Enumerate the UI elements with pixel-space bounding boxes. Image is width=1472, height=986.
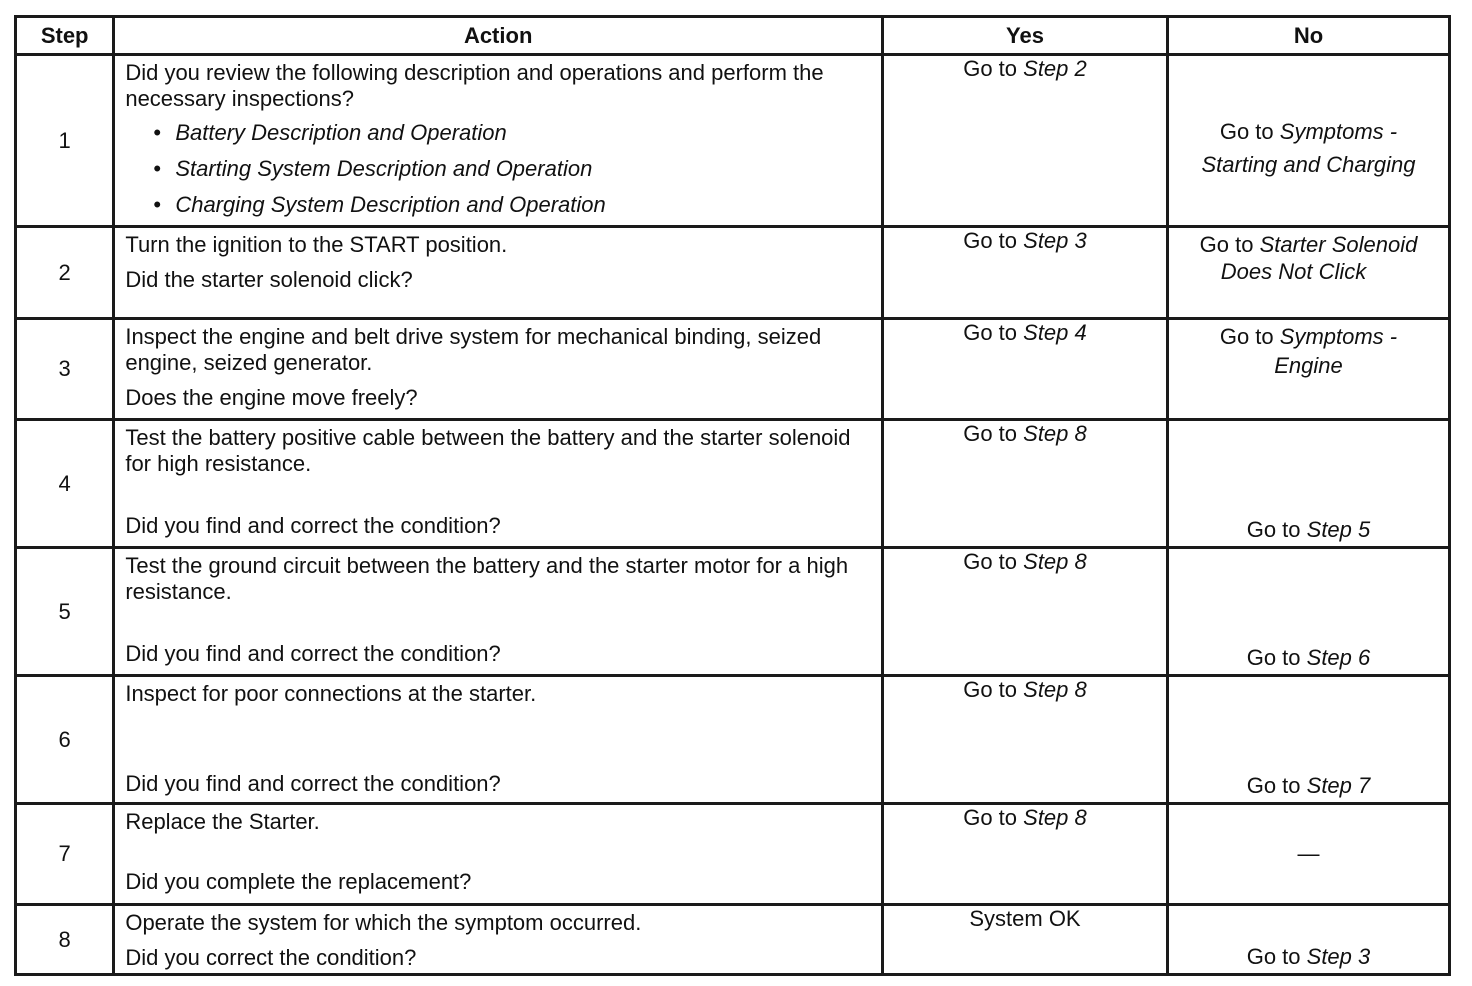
table-row xyxy=(16,227,1450,319)
no-prefix: Go to xyxy=(1246,645,1307,670)
table-row xyxy=(16,55,1450,227)
yes-cell xyxy=(883,676,1168,804)
yes-cell xyxy=(883,319,1168,420)
yes-prefix: Go to xyxy=(963,56,1024,81)
action-instruction: Inspect the engine and belt drive system for mechanical binding, seized engine, seized generator. xyxy=(125,324,822,375)
yes-prefix: Go to xyxy=(963,421,1024,446)
no-prefix: Go to xyxy=(1219,324,1280,349)
no-cell xyxy=(1167,55,1449,227)
yes-step-link: Step 8 xyxy=(1023,421,1087,446)
action-instruction: Operate the system for which the symptom occurred. xyxy=(125,910,642,935)
no-step-link: Step 3 xyxy=(1306,944,1371,969)
header-yes: Yes xyxy=(883,17,1168,55)
no-ref-link-2: Starting and Charging xyxy=(1201,152,1416,177)
table-row xyxy=(16,420,1450,548)
table-row xyxy=(16,905,1450,975)
yes-step-link: Step 4 xyxy=(1023,320,1087,345)
table-row xyxy=(16,676,1450,804)
action-instruction: Test the battery positive cable between the battery and the starter solenoid for high resistance. xyxy=(125,425,851,476)
header-no: No xyxy=(1167,17,1449,55)
no-ref-link: Starter Solenoid xyxy=(1259,232,1418,257)
yes-cell xyxy=(883,55,1168,227)
step-number: 3 xyxy=(16,319,114,420)
yes-step-link: Step 8 xyxy=(1023,677,1087,702)
yes-cell xyxy=(883,548,1168,676)
no-prefix: Go to xyxy=(1219,119,1280,144)
step-number: 4 xyxy=(16,420,114,548)
list-item: • Starting System Description and Operation xyxy=(175,156,871,182)
no-prefix: Go to xyxy=(1199,232,1260,257)
header-row xyxy=(16,17,1450,55)
no-cell xyxy=(1167,676,1449,804)
no-prefix: Go to xyxy=(1246,944,1307,969)
no-cell xyxy=(1167,548,1449,676)
table-row xyxy=(16,319,1450,420)
no-prefix: Go to xyxy=(1246,517,1307,542)
action-question: Did you find and correct the condition? xyxy=(125,513,501,538)
no-ref-link-2: Does Not Click xyxy=(1220,259,1367,284)
table-row xyxy=(16,804,1450,905)
no-cell xyxy=(1167,319,1449,420)
step-number: 8 xyxy=(16,905,114,975)
yes-step-link: Step 8 xyxy=(1023,805,1087,830)
action-instruction: Test the ground circuit between the battery and the starter motor for a high resistance. xyxy=(125,553,849,604)
action-question: Did you correct the condition? xyxy=(125,945,417,970)
no-step-link: Step 7 xyxy=(1306,773,1371,798)
action-cell xyxy=(114,420,883,548)
action-instruction: Replace the Starter. xyxy=(125,809,320,834)
action-question: Did the starter solenoid click? xyxy=(125,267,413,292)
yes-prefix: Go to xyxy=(963,805,1024,830)
diagnostic-table xyxy=(14,15,1451,976)
action-question: Did you find and correct the condition? xyxy=(125,771,501,796)
yes-step-link: Step 8 xyxy=(1023,549,1087,574)
no-cell xyxy=(1167,420,1449,548)
yes-cell xyxy=(883,804,1168,905)
yes-status: System OK xyxy=(969,906,1081,931)
header-action: Action xyxy=(114,17,883,55)
no-dash: — xyxy=(1297,841,1320,866)
yes-prefix: Go to xyxy=(963,320,1024,345)
action-cell xyxy=(114,804,883,905)
no-prefix: Go to xyxy=(1246,773,1307,798)
step-number: 7 xyxy=(16,804,114,905)
list-item: • Charging System Description and Operation xyxy=(175,192,871,218)
action-cell xyxy=(114,55,883,227)
action-question: Did you complete the replacement? xyxy=(125,869,472,894)
no-cell xyxy=(1167,227,1449,319)
step-number: 1 xyxy=(16,55,114,227)
yes-prefix: Go to xyxy=(963,677,1024,702)
action-cell xyxy=(114,905,883,975)
yes-prefix: Go to xyxy=(963,228,1024,253)
yes-cell xyxy=(883,420,1168,548)
action-question: Did you find and correct the condition? xyxy=(125,641,501,666)
step-number: 5 xyxy=(16,548,114,676)
yes-step-link: Step 3 xyxy=(1023,228,1087,253)
yes-prefix: Go to xyxy=(963,549,1024,574)
yes-cell xyxy=(883,227,1168,319)
no-ref-link: Symptoms - xyxy=(1279,119,1398,144)
action-cell xyxy=(114,676,883,804)
yes-step-link: Step 2 xyxy=(1023,56,1087,81)
no-ref-link-2: Engine xyxy=(1274,353,1343,378)
step-number: 2 xyxy=(16,227,114,319)
no-step-link: Step 5 xyxy=(1306,517,1371,542)
action-question: Did you review the following description and operations and perform the necessary inspections? xyxy=(125,60,824,111)
action-cell xyxy=(114,319,883,420)
action-question: Does the engine move freely? xyxy=(125,385,418,410)
table-row xyxy=(16,548,1450,676)
yes-cell xyxy=(883,905,1168,975)
no-step-link: Step 6 xyxy=(1306,645,1371,670)
action-cell xyxy=(114,548,883,676)
step-number: 6 xyxy=(16,676,114,804)
header-step: Step xyxy=(16,17,114,55)
action-cell xyxy=(114,227,883,319)
no-cell xyxy=(1167,905,1449,975)
reference-list xyxy=(125,120,871,218)
action-instruction: Inspect for poor connections at the starter. xyxy=(125,681,537,706)
no-cell xyxy=(1167,804,1449,905)
action-instruction: Turn the ignition to the START position. xyxy=(125,232,508,257)
no-ref-link: Symptoms - xyxy=(1279,324,1398,349)
list-item: • Battery Description and Operation xyxy=(175,120,871,146)
